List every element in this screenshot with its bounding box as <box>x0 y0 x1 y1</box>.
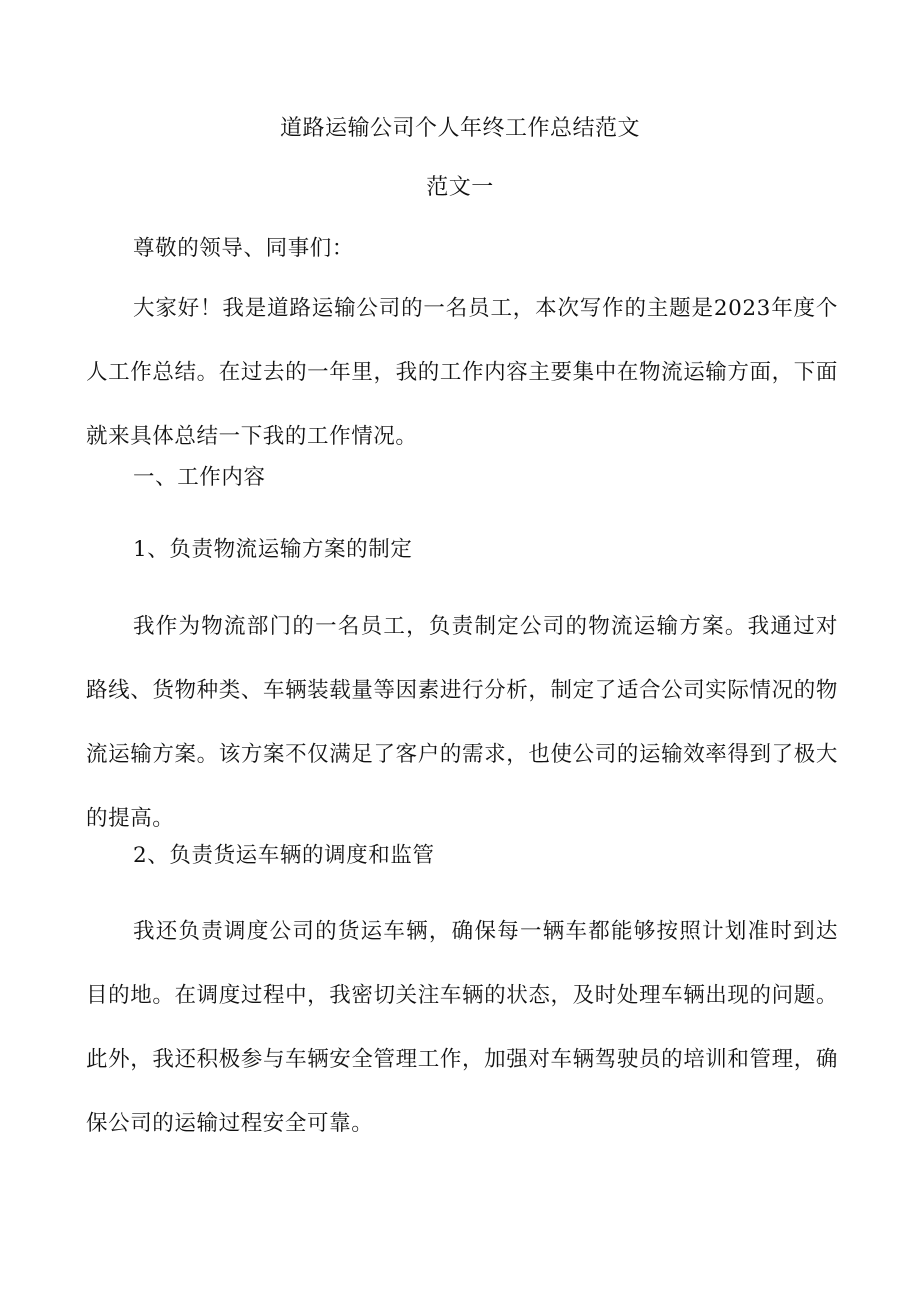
greeting-paragraph: 尊敬的领导、同事们： <box>133 236 355 261</box>
item-heading-logistics-plan: 1、负责物流运输方案的制定 <box>133 537 413 562</box>
item-heading-vehicle-dispatch: 2、负责货运车辆的调度和监管 <box>133 843 435 868</box>
intro-paragraph: 大家好！我是道路运输公司的一名员工，本次写作的主题是2023年度个人工作总结。在过去的一年里，我的工作内容主要集中在物流运输方面，下面就来具体总结一下我的工作情况。 <box>86 296 838 449</box>
item-body-vehicle-dispatch: 我还负责调度公司的货运车辆，确保每一辆车都能够按照计划准时到达目的地。在调度过程中，我密切关注车辆的状态，及时处理车辆出现的问题。此外，我还积极参与车辆安全管理工作，加强对车辆驾驶员的培训和管理，确保公司的运输过程安全可靠。 <box>86 919 838 1136</box>
item-body-logistics-plan: 我作为物流部门的一名员工，负责制定公司的物流运输方案。我通过对路线、货物种类、车辆装载量等因素进行分析，制定了适合公司实际情况的物流运输方案。该方案不仅满足了客户的需求，也使公司的运输效率得到了极大的提高。 <box>86 614 838 831</box>
document-subtitle: 范文一 <box>426 175 494 200</box>
document-title: 道路运输公司个人年终工作总结范文 <box>279 116 640 141</box>
section-heading-work-content: 一、工作内容 <box>133 465 266 490</box>
